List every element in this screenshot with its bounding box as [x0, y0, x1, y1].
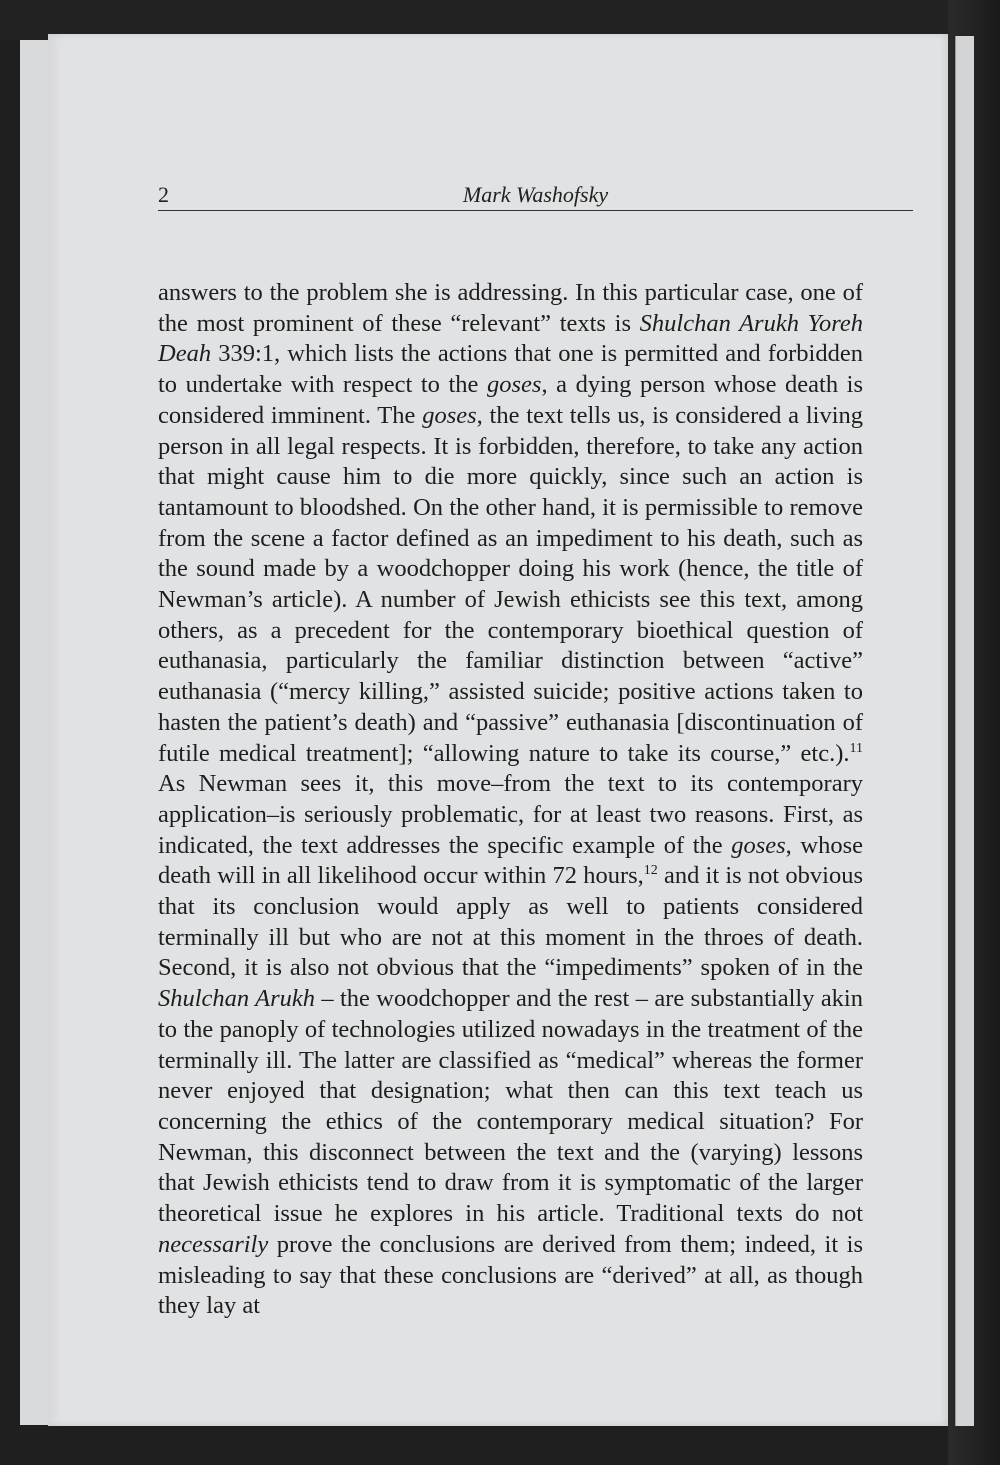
- italic-term: goses: [731, 831, 786, 859]
- footnote-ref: 11: [849, 740, 863, 756]
- text-run: and it is not obvious that its conclusion would apply as well to patients considered terminally ill but who are not at this moment in the throes of death. Second, it is also not obvious that the “impediments” spoken of in the: [158, 862, 863, 982]
- text-run: , a dying person whose death is considered imminent. The: [158, 371, 863, 429]
- footnote-ref: 12: [643, 863, 658, 879]
- book-page: [48, 34, 948, 1426]
- paragraph: [158, 278, 863, 1322]
- italic-emphasis: necessarily: [158, 1230, 269, 1258]
- page-number: 2: [158, 182, 169, 207]
- italic-title: Shulchan Arukh Yoreh Deah: [158, 309, 863, 368]
- italic-term: goses: [422, 401, 477, 429]
- page-header: [158, 182, 913, 211]
- text-run: answers to the problem she is addressing. In this particular case, one of the most prominent of these “relevant” texts is: [158, 279, 863, 337]
- text-run: , whose death will in all likelihood occur within 72 hours,: [158, 831, 863, 890]
- running-head-author: Mark Washofsky: [462, 182, 609, 207]
- italic-title: Shulchan Arukh: [158, 985, 315, 1013]
- italic-term: goses: [487, 371, 542, 399]
- text-run: – the woodchopper and the rest – are substantially akin to the panoply of technologies utilized nowadays in the treatment of the terminally ill. The latter are classified as “medical” whereas the former never enjoyed that designation; what then can this text teach us concerning the ethics of the contemporary medical situation? For Newman, this disconnect between the text and the (varying) lessons that Jewish ethicists tend to draw from it is symptomatic of the larger theoretical issue he explores in his article. Traditional texts do not: [158, 985, 863, 1228]
- text-run: , the text tells us, is considered a living person in all legal respects. It is forbidden, therefore, to take any action that might cause him to die more quickly, since such an action is tantamount to bloodshed. On the other hand, it is permissible to remove from the scene a factor defined as an impediment to his death, such as the sound made by a woodchopper doing his work (hence, the title of Newman’s article). A number of Jewish ethicists see this text, among others, as a precedent for the contemporary bioethical question of euthanasia, particularly the familiar distinction between “active” euthanasia (“mercy killing,” assisted suicide; positive actions taken to hasten the patient’s death) and “passive” euthanasia [discontinuation of futile medical treatment]; “allowing nature to take its course,” etc.).: [158, 401, 864, 767]
- text-run: prove the conclusions are derived from them; indeed, it is misleading to say that these conclusions are “derived” at all, as though they lay at: [158, 1230, 863, 1320]
- adjacent-page-edge: [955, 36, 974, 1426]
- text-run: 339:1, which lists the actions that one is permitted and forbidden to undertake with respect to the: [158, 340, 863, 399]
- body-paragraph: [158, 278, 863, 1322]
- text-run: As Newman sees it, this move–from the text to its contemporary application–is seriously problematic, for at least two reasons. First, as indicated, the text addresses the specific example of the: [158, 770, 863, 859]
